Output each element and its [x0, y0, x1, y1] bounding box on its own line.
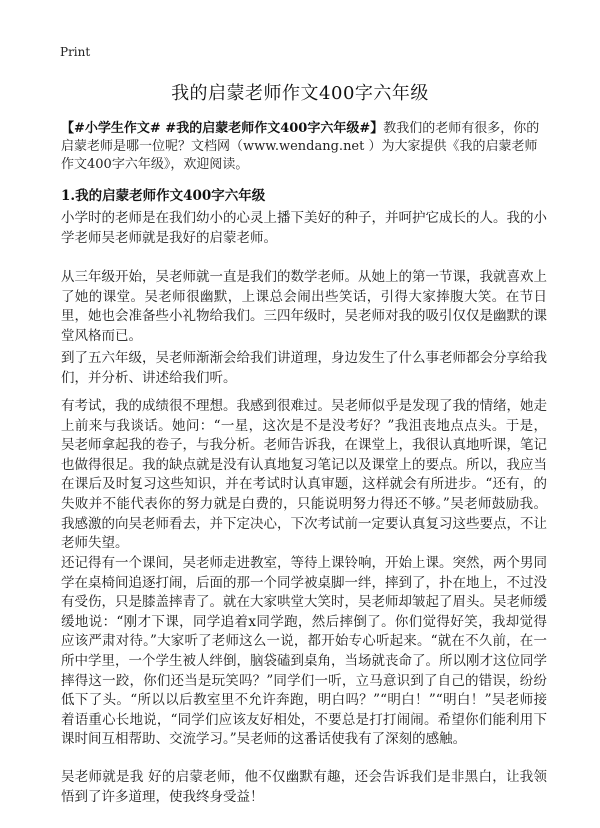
- body-paragraph-6: 吴老师就是我 好的启蒙老师，他不仅幽默有趣，还会告诉我们是非黑白，让我领悟到了许多道理，使我终身受益！: [61, 769, 547, 805]
- intro-tags: 【#小学生作文# #我的启蒙老师作文400字六年级#】: [61, 121, 384, 136]
- page-title: 我的启蒙老师作文400字六年级: [171, 83, 429, 104]
- body-paragraph-1: 小学时的老师是在我们幼小的心灵上播下美好的种子，并呵护它成长的人。我的小学老师吴老师就是我好的启蒙老师。: [61, 210, 547, 246]
- body-paragraph-4: 有考试，我的成绩很不理想。我感到很难过。吴老师似乎是发现了我的情绪，她走上前来与我谈话。她问：“一星，这次是不是没考好？”我沮丧地点点头。于是，吴老师拿起我的卷子，与我分析。老师告诉我，在课堂上，我很认真地听课，笔记也做得很足。我的缺点就是没有认真地复习笔记以及课堂上的要点。所以，我应当在课后及时复习这些知识，并在考试时认真审题，这样就会有所进步。“还有，的失败并不能代表你的努力就是白费的，只能说明努力得还不够。”吴老师鼓励我。我感激的向吴老师看去，并下定决心，下次考试前一定要认真复习这些要点，不让老师失望。: [61, 398, 547, 552]
- intro-paragraph: [61, 120, 547, 174]
- print-label[interactable]: Print: [60, 45, 91, 59]
- body-paragraph-2: 从三年级开始，吴老师就一直是我们的数学老师。从她上的第一节课，我就喜欢上了她的课堂。吴老师很幽默，上课总会闹出些笑话，引得大家捧腹大笑。在节日里，她也会准备些小礼物给我们。三四年级时，吴老师对我的吸引仅仅是幽默的课堂风格而已。: [61, 269, 547, 344]
- body-paragraph-5: 还记得有一个课间，吴老师走进教室，等待上课铃响，开始上课。突然，两个男同学在桌椅间追逐打闹，后面的那一个同学被桌脚一绊，摔到了，扑在地上，不过没有受伤，只是膝盖摔青了。就在大家哄堂大笑时，吴老师却皱起了眉头。吴老师缓缓地说：“刚才下课，同学追着x同学跑，然后摔倒了。你们觉得好笑，我却觉得应该严肃对待。”大家听了老师这么一说，都开始专心听起来。“就在不久前，在一所中学里，一个学生被人绊倒，脑袋磕到桌角，当场就丧命了。所以刚才这位同学摔得这一跤，你们还当是玩笑吗？”同学们一听，立马意识到了自己的错误，纷纷低下了头。“所以以后教室里不允许奔跑，明白吗？”“明白！”“明白！”吴老师接着语重心长地说，“同学们应该友好相处，不要总是打打闹闹。希望你们能利用下课时间互相帮助、交流学习。”吴老师的这番话使我有了深刻的感触。: [61, 555, 547, 748]
- body-paragraph-3: 到了五六年级，吴老师渐渐会给我们讲道理，身边发生了什么事老师都会分享给我们，并分析、讲述给我们听。: [61, 350, 547, 386]
- intro-text: 教我们的老师有很多，你的启蒙老师是哪一位呢？文档网（www.wendang.net ）为大家提供《我的启蒙老师作文400字六年级》，欢迎阅读。: [61, 121, 540, 172]
- section-heading: 1.我的启蒙老师作文400字六年级: [61, 188, 266, 204]
